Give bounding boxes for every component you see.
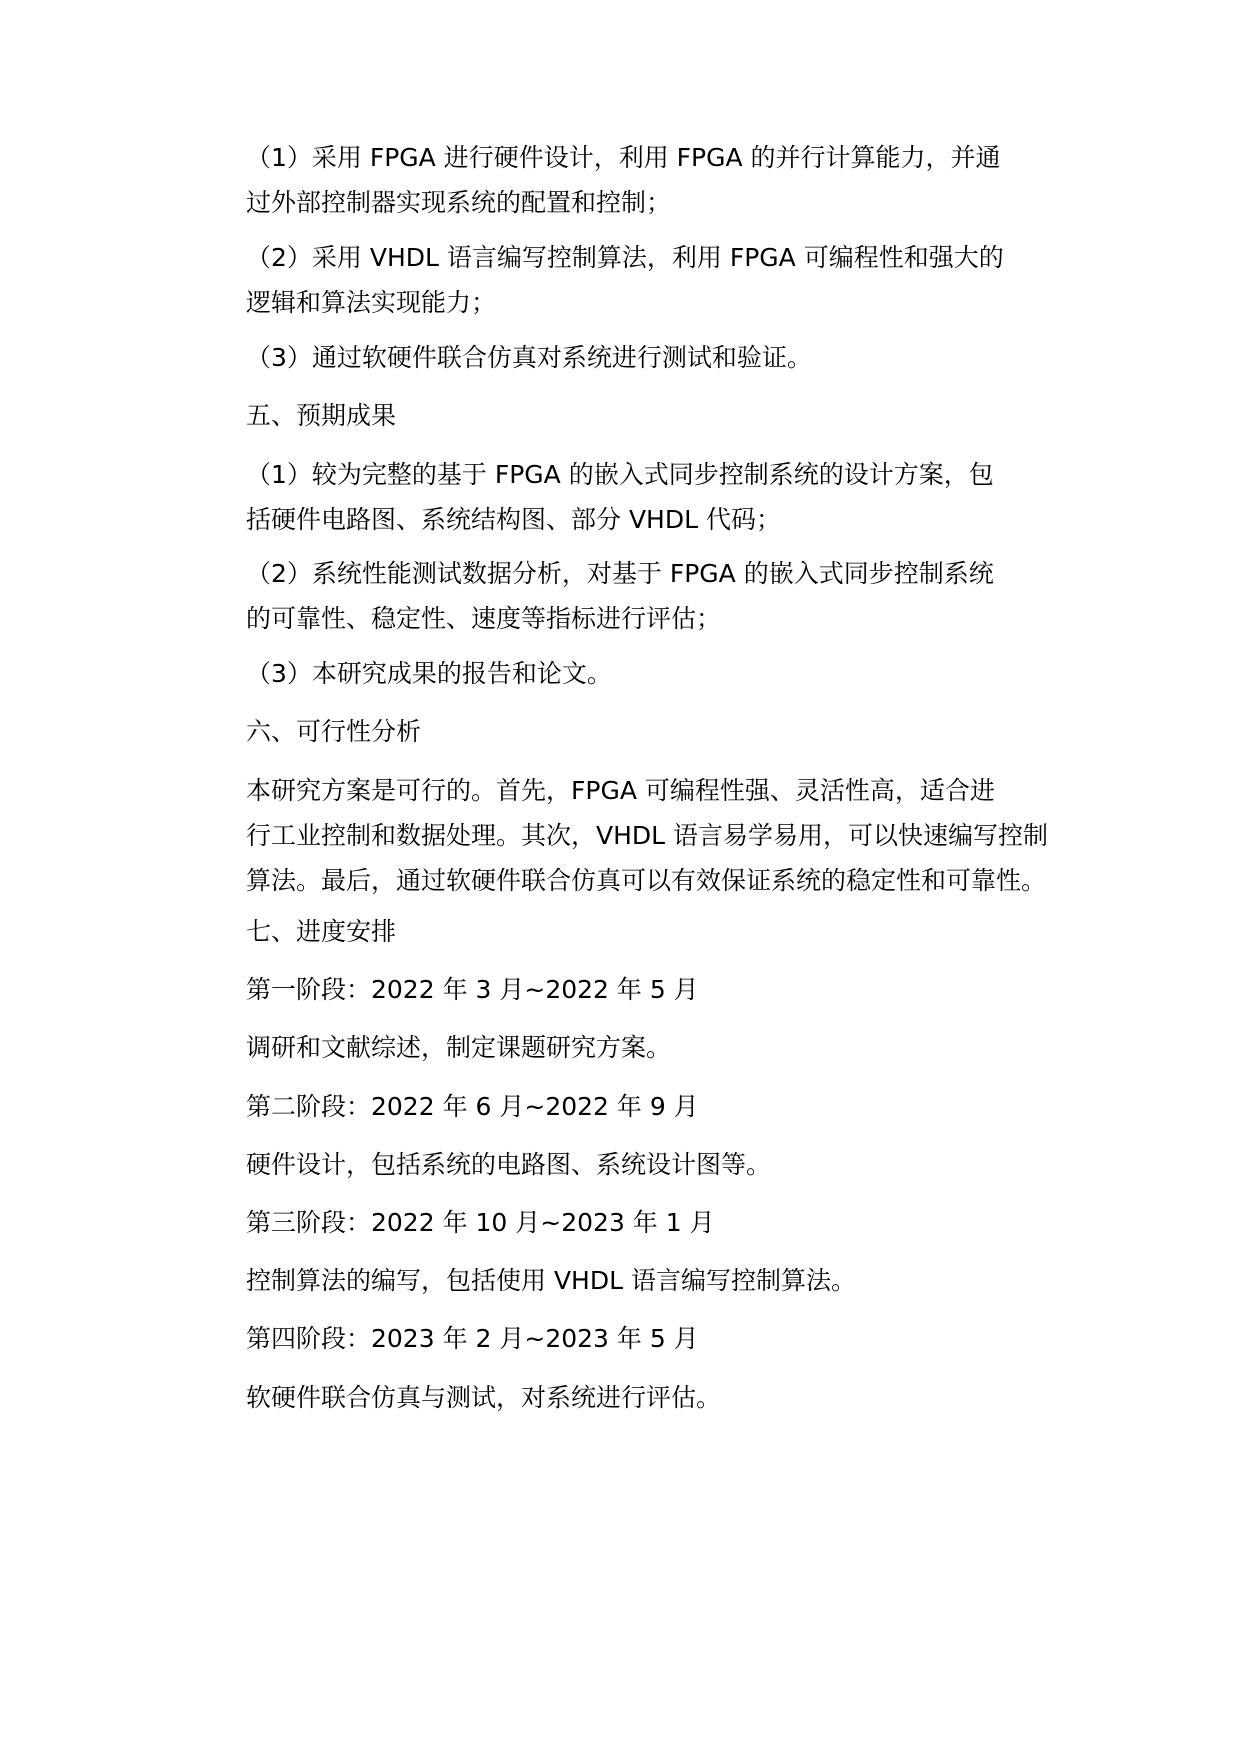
text-line: 第二阶段：2022 年 6 月~2022 年 9 月 <box>246 1092 699 1121</box>
text-line: 第一阶段：2022 年 3 月~2022 年 5 月 <box>246 975 699 1004</box>
schedule-phase-2-task <box>189 1142 1069 1187</box>
text-line: （3）本研究成果的报告和论文。 <box>246 659 612 688</box>
paragraph-method-3 <box>189 335 1069 380</box>
text-line: 软硬件联合仿真与测试，对系统进行评估。 <box>246 1383 722 1412</box>
paragraph-result-2 <box>189 551 1069 641</box>
paragraph-feasibility <box>189 768 1069 903</box>
schedule-phase-3-task <box>189 1258 1069 1303</box>
heading-text: 六、可行性分析 <box>246 717 422 746</box>
text-line: 第四阶段：2023 年 2 月~2023 年 5 月 <box>246 1324 699 1353</box>
text-line: 行工业控制和数据处理。其次，VHDL 语言易学易用，可以快速编写控制 <box>246 821 1049 850</box>
schedule-phase-1-date <box>189 967 1069 1012</box>
text-line: （1）采用 FPGA 进行硬件设计，利用 FPGA 的并行计算能力，并通 <box>246 143 1001 172</box>
text-line: 括硬件电路图、系统结构图、部分 VHDL 代码； <box>246 505 781 534</box>
text-line: 算法。最后，通过软硬件联合仿真可以有效保证系统的稳定性和可靠性。 <box>246 866 1047 895</box>
section-heading-feasibility <box>189 709 1069 754</box>
text-line: 控制算法的编写，包括使用 VHDL 语言编写控制算法。 <box>246 1266 856 1295</box>
text-line: 逻辑和算法实现能力； <box>246 288 497 317</box>
schedule-phase-4-date <box>189 1316 1069 1361</box>
text-line: 硬件设计，包括系统的电路图、系统设计图等。 <box>246 1150 772 1179</box>
schedule-phase-4-task <box>189 1375 1069 1420</box>
text-line: 调研和文献综述，制定课题研究方案。 <box>246 1033 672 1062</box>
paragraph-result-1 <box>189 452 1069 542</box>
text-line: （2）采用 VHDL 语言编写控制算法，利用 FPGA 可编程性和强大的 <box>246 243 1004 272</box>
heading-text: 七、进度安排 <box>246 917 397 946</box>
schedule-phase-2-date <box>189 1084 1069 1129</box>
schedule-phase-3-date <box>189 1200 1069 1245</box>
text-line: （3）通过软硬件联合仿真对系统进行测试和验证。 <box>246 343 812 372</box>
text-line: 过外部控制器实现系统的配置和控制； <box>246 188 672 217</box>
paragraph-method-2 <box>189 235 1069 325</box>
section-heading-expected-results <box>189 393 1069 438</box>
text-line: 的可靠性、稳定性、速度等指标进行评估； <box>246 604 722 633</box>
heading-text: 五、预期成果 <box>246 401 397 430</box>
paragraph-method-1 <box>189 135 1069 225</box>
text-line: 本研究方案是可行的。首先，FPGA 可编程性强、灵活性高，适合进 <box>246 776 995 805</box>
text-line: 第三阶段：2022 年 10 月~2023 年 1 月 <box>246 1208 715 1237</box>
section-heading-schedule <box>189 909 1069 954</box>
text-line: （2）系统性能测试数据分析，对基于 FPGA 的嵌入式同步控制系统 <box>246 559 994 588</box>
paragraph-result-3 <box>189 651 1069 696</box>
schedule-phase-1-task <box>189 1025 1069 1070</box>
text-line: （1）较为完整的基于 FPGA 的嵌入式同步控制系统的设计方案，包 <box>246 460 994 489</box>
